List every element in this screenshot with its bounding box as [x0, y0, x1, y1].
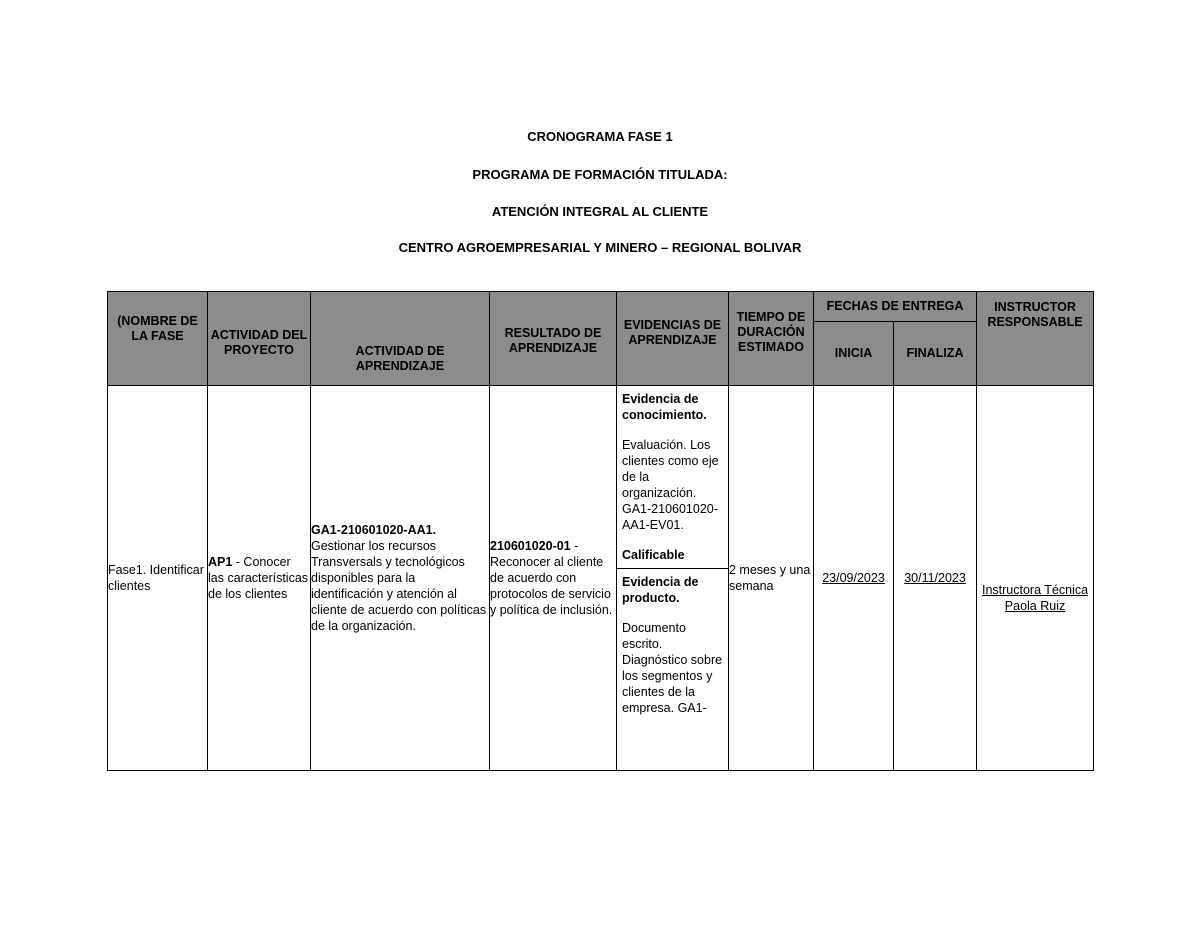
ra-code: 210601020-01: [490, 539, 571, 553]
cell-instructor: [977, 386, 1094, 771]
instructor-name: Instructora Técnica Paola Ruiz: [981, 583, 1089, 613]
aa-text: Gestionar los recursos Transversals y tecnológicos disponibles para la identificación y atención al cliente de acuerdo con políticas de la organización.: [311, 539, 487, 633]
evidence-product-text: Documento escrito. Diagnóstico sobre los segmentos y clientes de la empresa. GA1-: [622, 621, 723, 715]
table-row: [108, 386, 1094, 771]
ra-text: - Reconocer al cliente de acuerdo con protocolos de servicio y política de inclusión.: [490, 539, 613, 617]
header-evidencias: EVIDENCIAS DE APRENDIZAJE: [617, 292, 729, 386]
evidence-product-title: Evidencia de producto.: [622, 575, 699, 605]
evidence-product: [617, 568, 728, 721]
training-center: CENTRO AGROEMPRESARIAL Y MINERO – REGIONAL BOLIVAR: [398, 240, 802, 255]
evidence-knowledge-title: Evidencia de conocimiento.: [622, 392, 707, 422]
header-finaliza: FINALIZA: [894, 322, 977, 386]
program-label: PROGRAMA DE FORMACIÓN TITULADA:: [472, 167, 728, 182]
cell-inicia: [814, 386, 894, 771]
header-fase: (NOMBRE DE LA FASE: [108, 292, 208, 386]
cell-fase: Fase1. Identificar clientes: [108, 386, 208, 771]
cell-evidencias: [617, 386, 729, 771]
schedule-table: [107, 291, 1094, 771]
cell-finaliza: [894, 386, 977, 771]
header-fechas: FECHAS DE ENTREGA: [814, 292, 977, 322]
aa-code: GA1-210601020-AA1.: [311, 523, 437, 537]
header-inicia: INICIA: [814, 322, 894, 386]
header-instructor: INSTRUCTOR RESPONSABLE: [977, 292, 1094, 386]
header-row-top: [108, 292, 1094, 322]
header-resultado: RESULTADO DE APRENDIZAJE: [490, 292, 617, 386]
document-title: CRONOGRAMA FASE 1: [527, 129, 673, 144]
evidence-knowledge-text: Evaluación. Los clientes como eje de la organización. GA1-210601020-AA1-EV01.: [622, 438, 719, 532]
program-name: ATENCIÓN INTEGRAL AL CLIENTE: [491, 204, 709, 219]
cell-resultado: [490, 386, 617, 771]
cell-tiempo: 2 meses y una semana: [729, 386, 814, 771]
evidence-knowledge-note: Calificable: [622, 548, 685, 562]
header-tiempo: TIEMPO DE DURACIÓN ESTIMADO: [729, 292, 814, 386]
header-actividad-aprendizaje: ACTIVIDAD DE APRENDIZAJE: [311, 292, 490, 386]
cell-actividad-aprendizaje: [311, 386, 490, 771]
header-actividad-proyecto: ACTIVIDAD DEL PROYECTO: [208, 292, 311, 386]
ap-code: AP1: [208, 555, 233, 569]
end-date: 30/11/2023: [904, 571, 966, 585]
start-date: 23/09/2023: [822, 571, 885, 585]
cell-actividad-proyecto: [208, 386, 311, 771]
evidence-knowledge: [617, 386, 728, 568]
ap-text: - Conocer las características de los clientes: [208, 555, 309, 601]
